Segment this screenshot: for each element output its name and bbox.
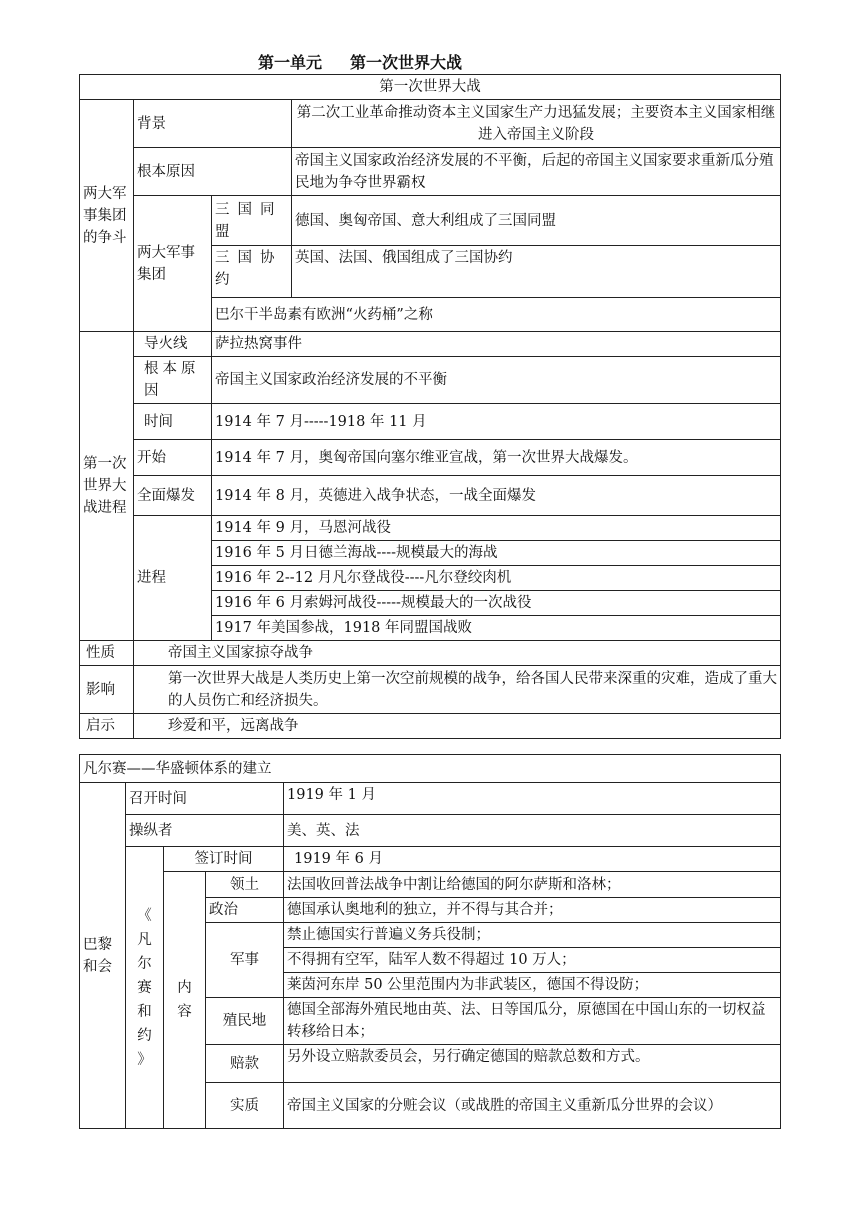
versailles-header: 凡尔赛——华盛顿体系的建立 <box>80 755 781 783</box>
sec1-label: 两大军事集团的争斗 <box>80 100 134 332</box>
convene-time-label: 召开时间 <box>126 783 284 815</box>
page-title <box>0 50 720 73</box>
nature-text: 帝国主义国家掠夺战争 <box>134 641 781 666</box>
process-item: 1916 年 5 月日德兰海战----规模最大的海战 <box>212 541 781 566</box>
balkan-text: 巴尔干半岛素有欧洲“火药桶”之称 <box>212 298 781 332</box>
military-item: 禁止德国实行普遍义务兵役制； <box>284 923 781 948</box>
triple-entente-label: 三国协约 <box>212 246 292 298</box>
nature-label: 性质 <box>80 641 134 666</box>
sign-time-label: 签订时间 <box>164 847 284 872</box>
root-cause-label: 根本原因 <box>134 148 292 196</box>
war-root-cause-label: 根本原因 <box>134 357 212 404</box>
unit-label: 第一单元 <box>257 53 322 72</box>
impact-label: 影响 <box>80 666 134 714</box>
fuse-label: 导火线 <box>134 332 212 357</box>
full-outbreak-text: 1914 年 8 月，英德进入战争状态，一战全面爆发 <box>212 476 781 516</box>
process-item: 1916 年 2--12 月凡尔登战役----凡尔登绞肉机 <box>212 566 781 591</box>
start-text: 1914 年 7 月，奥匈帝国向塞尔维亚宣战，第一次世界大战爆发。 <box>212 440 781 476</box>
territory-text: 法国收回普法战争中割让给德国的阿尔萨斯和洛林； <box>284 872 781 898</box>
war-root-cause-text: 帝国主义国家政治经济发展的不平衡 <box>212 357 781 404</box>
colony-text: 德国全部海外殖民地由英、法、日等国瓜分，原德国在中国山东的一切权益转移给日本； <box>284 998 781 1045</box>
paris-conference-label: 巴黎和会 <box>80 783 126 1129</box>
triple-alliance-label: 三国同盟 <box>212 196 292 246</box>
territory-label: 领土 <box>206 872 284 898</box>
content-label: 内 容 <box>164 872 206 1129</box>
process-item: 1917 年美国参战，1918 年同盟国战败 <box>212 616 781 641</box>
reparation-label: 赔款 <box>206 1045 284 1083</box>
colony-label: 殖民地 <box>206 998 284 1045</box>
politics-text: 德国承认奥地利的独立，并不得与其合并； <box>284 898 781 923</box>
lesson-label: 启示 <box>80 714 134 739</box>
impact-text: 第一次世界大战是人类历史上第一次空前规模的战争，给各国人民带来深重的灾难，造成了重大的人员伤亡和经济损失。 <box>134 666 781 714</box>
root-cause-text: 帝国主义国家政治经济发展的不平衡，后起的帝国主义国家要求重新瓜分殖民地为争夺世界霸权 <box>292 148 781 196</box>
process-item: 1916 年 6 月索姆河战役-----规模最大的一次战役 <box>212 591 781 616</box>
start-label: 开始 <box>134 440 212 476</box>
background-text: 第二次工业革命推动资本主义国家生产力迅猛发展；主要资本主义国家相继进入帝国主义阶段 <box>292 100 781 148</box>
unit-title: 第一次世界大战 <box>350 53 463 72</box>
manipulators-label: 操纵者 <box>126 815 284 847</box>
time-text: 1914 年 7 月-----1918 年 11 月 <box>212 404 781 440</box>
time-label: 时间 <box>134 404 212 440</box>
process-label: 进程 <box>134 516 212 641</box>
background-label: 背景 <box>134 100 292 148</box>
convene-time-text: 1919 年 1 月 <box>284 783 781 815</box>
full-outbreak-label: 全面爆发 <box>134 476 212 516</box>
reparation-text: 另外设立赔款委员会，另行确定德国的赔款总数和方式。 <box>284 1045 781 1083</box>
sign-time-text: 1919 年 6 月 <box>284 847 781 872</box>
ww1-header: 第一次世界大战 <box>80 75 781 100</box>
ww1-table <box>79 74 781 739</box>
blocs-label: 两大军事集团 <box>134 196 212 332</box>
essence-text: 帝国主义国家的分赃会议（或战胜的帝国主义重新瓜分世界的会议） <box>284 1083 781 1129</box>
process-item: 1914 年 9 月，马恩河战役 <box>212 516 781 541</box>
triple-entente-text: 英国、法国、俄国组成了三国协约 <box>292 246 781 298</box>
military-label: 军事 <box>206 923 284 998</box>
triple-alliance-text: 德国、奥匈帝国、意大利组成了三国同盟 <box>292 196 781 246</box>
military-item: 不得拥有空军，陆军人数不得超过 10 万人； <box>284 948 781 973</box>
essence-label: 实质 <box>206 1083 284 1129</box>
versailles-table <box>79 754 781 1129</box>
treaty-label: 《 凡 尔 赛 和 约 》 <box>126 847 164 1129</box>
lesson-text: 珍爱和平，远离战争 <box>134 714 781 739</box>
manipulators-text: 美、英、法 <box>284 815 781 847</box>
fuse-text: 萨拉热窝事件 <box>212 332 781 357</box>
politics-label: 政治 <box>206 898 284 923</box>
sec2-label: 第一次世界大战进程 <box>80 332 134 641</box>
military-item: 莱茵河东岸 50 公里范围内为非武装区，德国不得设防； <box>284 973 781 998</box>
